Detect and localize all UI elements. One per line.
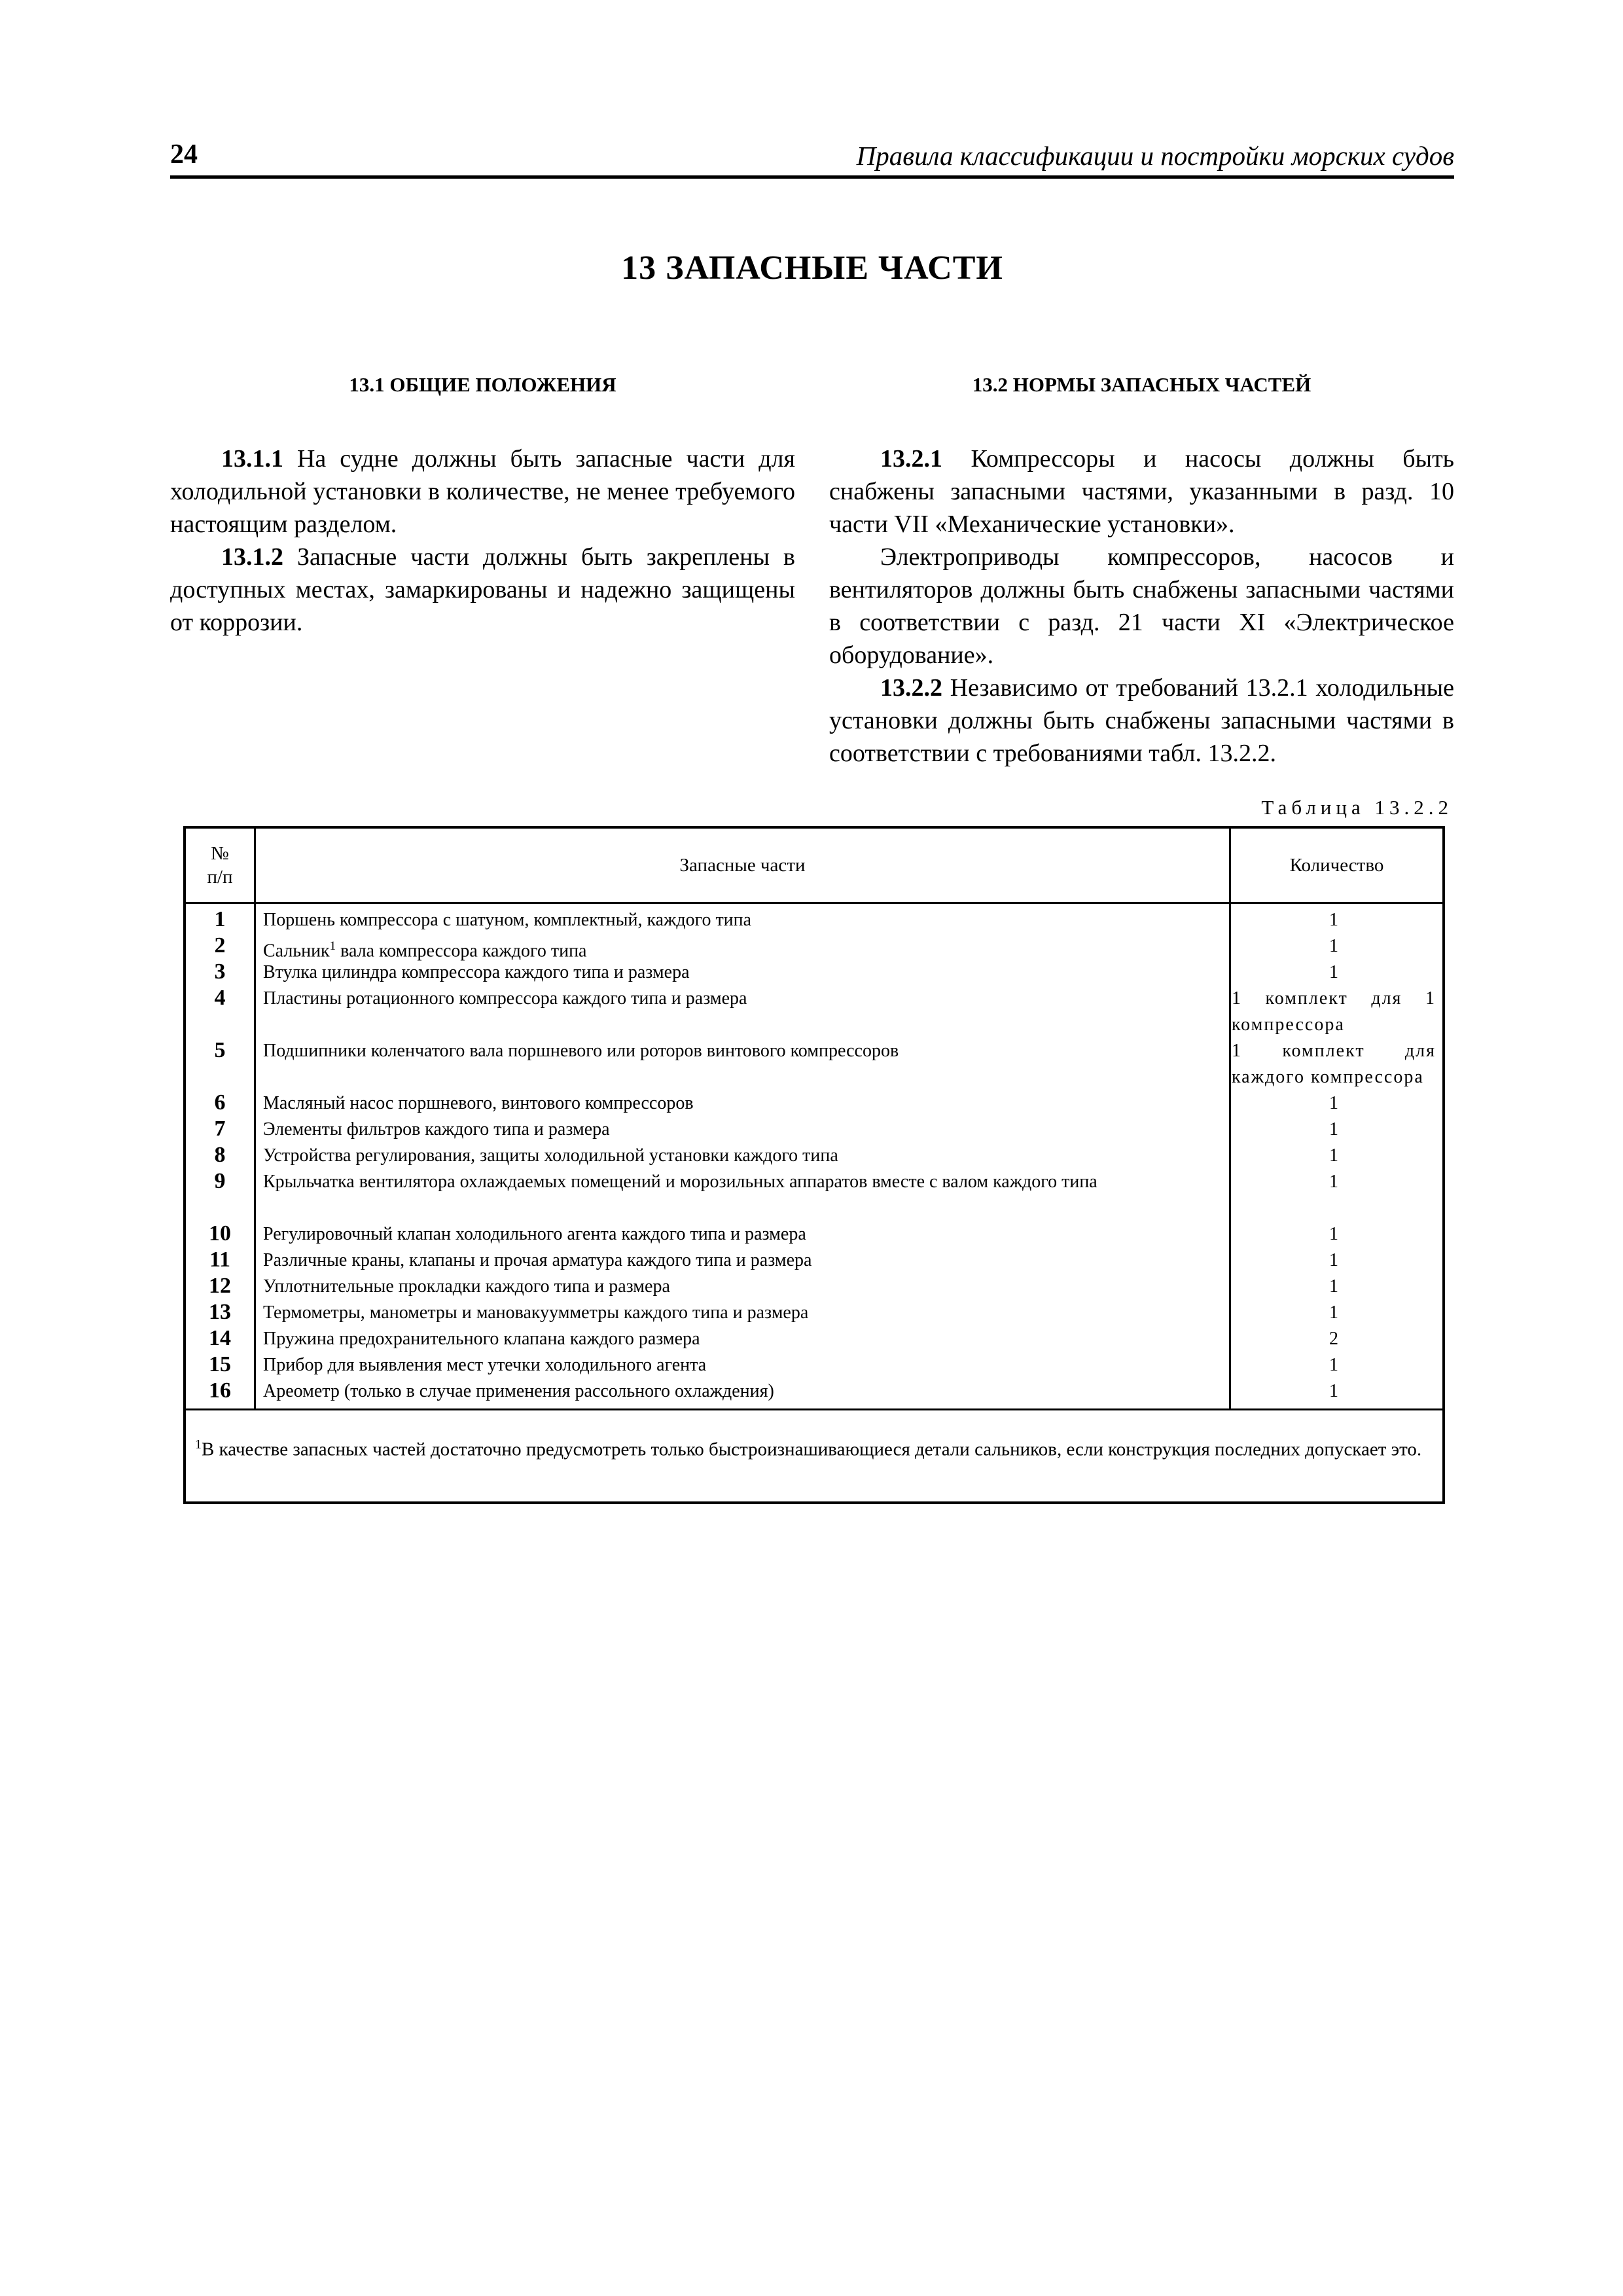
part-name: Регулировочный клапан холодильного агента каждого типа и размера [263, 1224, 806, 1244]
part-quantity: 1 [1329, 1302, 1338, 1323]
column-header-quantity: Количество [1289, 855, 1384, 876]
clause-text: На судне должны быть запасные части для холодильной установки в количестве, не менее требуемого настоящим разделом. [170, 445, 795, 538]
row-number: 9 [214, 1169, 226, 1193]
row-number: 2 [214, 933, 226, 958]
section-heading: 13.1 ОБЩИЕ ПОЛОЖЕНИЯ [349, 373, 616, 396]
part-quantity: 1 [1329, 1355, 1338, 1375]
row-number: 7 [214, 1117, 226, 1141]
row-number: 8 [214, 1143, 226, 1167]
row-number: 10 [209, 1221, 231, 1246]
running-header [170, 139, 1454, 181]
table-row [186, 1221, 1442, 1247]
part-name: Различные краны, клапаны и прочая арматура каждого типа и размера [263, 1250, 812, 1270]
clause-text: Независимо от требований 13.2.1 холодильные установки должны быть снабжены запасными частями в соответствии с требованиями табл. 13.2.2. [829, 674, 1454, 767]
part-quantity: 1 [1329, 936, 1338, 956]
section-spare-parts-norms [829, 373, 1454, 770]
table-row [186, 986, 1442, 1038]
header-rule [170, 175, 1454, 179]
table-row [186, 1038, 1442, 1090]
table-row [186, 1352, 1442, 1378]
page-number: 24 [170, 139, 198, 170]
paragraph-13-1-1 [170, 442, 795, 541]
row-number: 13 [209, 1300, 231, 1324]
part-name: Крыльчатка вентилятора охлаждаемых помещений и морозильных аппаратов вместе с валом каждого типа [263, 1172, 1097, 1192]
part-quantity: 1 [1329, 1224, 1338, 1244]
header-number-sign: № [211, 843, 229, 864]
part-quantity: 1 [1329, 962, 1338, 982]
part-quantity: 1 [1329, 1250, 1338, 1270]
column-header-number [186, 829, 254, 902]
part-quantity: 1 [1329, 1119, 1338, 1139]
part-name: Пружина предохранительного клапана каждого размера [263, 1329, 700, 1349]
part-name: Прибор для выявления мест утечки холодильного агента [263, 1355, 707, 1375]
table-row [186, 1117, 1442, 1143]
table-row [186, 1143, 1442, 1169]
table-row [186, 1378, 1442, 1405]
clause-number: 13.1.1 [221, 445, 283, 473]
table-row [186, 1169, 1442, 1221]
row-number: 3 [214, 960, 226, 984]
row-number: 4 [214, 986, 226, 1010]
part-name: Масляный насос поршневого, винтового компрессоров [263, 1093, 694, 1113]
part-quantity: 1 комплект для 1 компрессора [1232, 988, 1436, 1035]
footnote-reference: 1 [329, 939, 336, 953]
row-number: 12 [209, 1274, 231, 1298]
table-row [186, 907, 1442, 933]
header-number-abbr: п/п [207, 867, 233, 888]
part-name: Уплотнительные прокладки каждого типа и размера [263, 1276, 670, 1297]
row-number: 6 [214, 1090, 226, 1115]
part-name: Поршень компрессора с шатуном, комплектный, каждого типа [263, 910, 752, 930]
footnote-text: В качестве запасных частей достаточно предусмотреть только быстроизнашивающиеся детали сальников, если конструкция последних допускает это. [202, 1439, 1422, 1460]
part-quantity: 1 [1329, 1145, 1338, 1166]
clause-number: 13.2.1 [880, 445, 942, 473]
part-name: Термометры, манометры и мановакуумметры каждого типа и размера [263, 1302, 809, 1323]
clause-text: Запасные части должны быть закреплены в доступных местах, замаркированы и надежно защищены от коррозии. [170, 543, 795, 636]
part-quantity: 1 комплект для каждого компрессора [1232, 1041, 1436, 1087]
part-quantity: 1 [1329, 1381, 1338, 1401]
part-name: Пластины ротационного компрессора каждого типа и размера [263, 988, 747, 1009]
table-caption: Таблица 13.2.2 [1261, 796, 1453, 819]
table-footnote [195, 1431, 1435, 1463]
row-number: 16 [209, 1378, 231, 1403]
row-number: 5 [214, 1038, 226, 1062]
table-body [186, 907, 1442, 1405]
clause-number: 13.2.2 [880, 674, 942, 702]
row-number: 1 [214, 907, 226, 931]
table-row [186, 1326, 1442, 1352]
paragraph-electric-drives: Электроприводы компрессоров, насосов и вентиляторов должны быть снабжены запасными частями в соответствии с разд. 21 части XI «Электрическое оборудование». [829, 543, 1454, 669]
part-name: Подшипники коленчатого вала поршневого или роторов винтового компрессоров [263, 1041, 899, 1061]
table-row [186, 1300, 1442, 1326]
part-name: Элементы фильтров каждого типа и размера [263, 1119, 610, 1139]
table-row [186, 1247, 1442, 1274]
table-row [186, 1090, 1442, 1117]
row-number: 11 [209, 1247, 231, 1272]
row-number: 15 [209, 1352, 231, 1376]
chapter-title: 13 ЗАПАСНЫЕ ЧАСТИ [621, 249, 1003, 287]
table-row [186, 1274, 1442, 1300]
table-row [186, 960, 1442, 986]
running-title: Правила классификации и постройки морских судов [856, 141, 1454, 171]
part-name-end: вала компрессора каждого типа [336, 941, 587, 961]
clause-number: 13.1.2 [221, 543, 283, 571]
part-quantity: 1 [1329, 910, 1338, 930]
row-number: 14 [209, 1326, 231, 1350]
spare-parts-table [183, 826, 1445, 1504]
section-heading: 13.2 НОРМЫ ЗАПАСНЫХ ЧАСТЕЙ [972, 373, 1311, 396]
part-quantity: 1 [1329, 1093, 1338, 1113]
table-row [186, 933, 1442, 960]
part-name: Ареометр (только в случае применения рассольного охлаждения) [263, 1381, 774, 1401]
footnote-mark: 1 [195, 1437, 202, 1452]
part-quantity: 2 [1329, 1329, 1338, 1349]
part-quantity: 1 [1329, 1276, 1338, 1297]
header-divider [186, 902, 1442, 904]
clause-text: Компрессоры и насосы должны быть снабжены запасными частями, указанными в разд. 10 части VII «Механические установки». [829, 445, 1454, 538]
paragraph-13-1-2 [170, 541, 795, 639]
column-header-parts: Запасные части [679, 855, 806, 876]
paragraph-13-2-2 [829, 672, 1454, 770]
paragraph-13-2-1 [829, 442, 1454, 541]
footnote-divider [186, 1408, 1442, 1410]
part-name: Втулка цилиндра компрессора каждого типа и размера [263, 962, 690, 982]
part-name-start: Сальник [263, 941, 330, 961]
section-general-provisions [170, 373, 795, 639]
part-name: Устройства регулирования, защиты холодильной установки каждого типа [263, 1145, 838, 1166]
part-quantity: 1 [1329, 1172, 1338, 1192]
